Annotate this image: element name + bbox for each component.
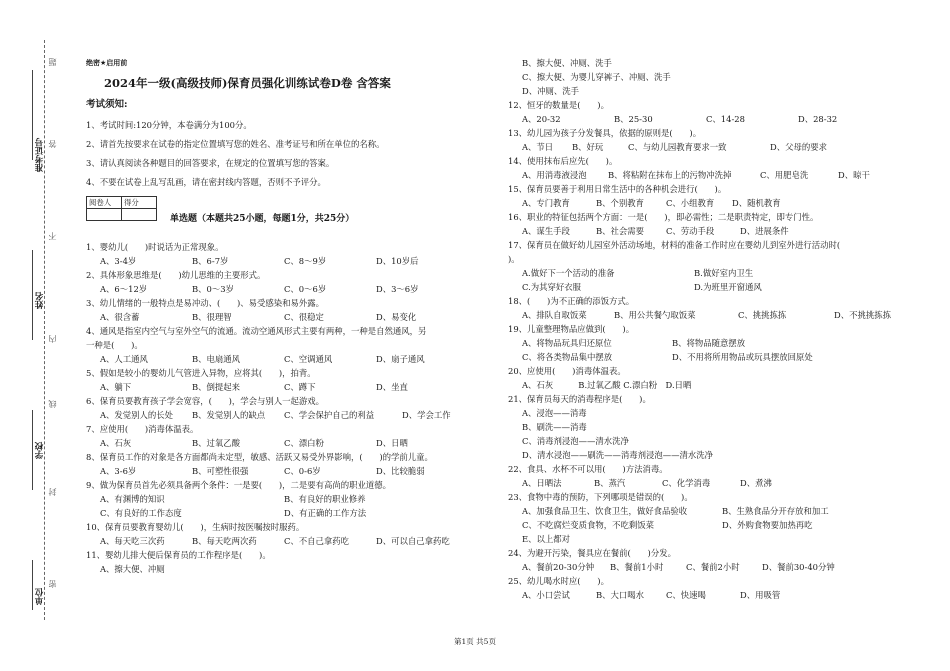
question: 24、为避开污染，餐具应在餐前( )分发。 [508,548,676,558]
question: 11、婴幼儿排大便后保育员的工作程序是( )。 [86,550,271,560]
options [86,312,506,323]
options[interactable]: A、石灰 B.过氧乙酸 C.漂白粉 D.日晒 [522,380,692,390]
option[interactable]: C、将各类物品集中摆放 [522,352,613,362]
option[interactable]: B、倒提起来 [192,382,241,392]
score-block [86,196,506,232]
option[interactable]: C、小组教育 [666,198,715,208]
options [508,114,908,125]
option[interactable]: C.为其穿好衣服 [522,282,582,292]
option[interactable]: C、不吃腐烂变质食物，不吃剩饭菜 [522,520,655,530]
question: 18、( )为不正确的添饭方式。 [508,296,635,306]
options [508,562,908,573]
name-label: 姓名 [35,292,45,309]
seal-mark: 不 [48,232,57,240]
exam-no-label: 准考证号 [35,138,45,172]
option[interactable]: B、大口喝水 [596,590,645,600]
seal-mark: 答 [48,140,57,148]
option[interactable]: D、随机教育 [732,198,781,208]
option[interactable]: A、躺下 [100,382,132,392]
options [86,494,506,505]
option[interactable]: B、有良好的职业修养 [284,494,366,504]
option[interactable]: D、10岁后 [376,256,419,266]
question: 6、保育员要教育孩子学会宽容，( )，学会与别人一起游戏。 [86,396,324,406]
option[interactable]: D、煮沸 [740,478,772,488]
option[interactable]: B、将物品随意摆放 [672,338,746,348]
option[interactable]: D、坐直 [376,382,408,392]
question: 9、做为保育员首先必须具备两个条件：一是要( )，二是要有高尚的职业道德。 [86,480,391,490]
option[interactable]: B.做好室内卫生 [694,268,754,278]
option[interactable]: B、蒸汽 [594,478,626,488]
question: 17、保育员在做好幼儿园室外活动场地，材料的准备工作时应在婴幼儿到室外进行活动时( [508,240,841,250]
option[interactable]: D、清水浸泡——刷洗——消毒剂浸泡——清水洗净 [522,450,713,460]
option[interactable]: B、社会需要 [596,226,645,236]
option[interactable]: C、餐前2小时 [686,562,740,572]
name-line [32,250,33,340]
seal-mark: 封 [48,488,57,496]
question: 25、幼儿喝水时应( )。 [508,576,609,586]
question: 14、使用抹布后应先( )。 [508,156,618,166]
left-column [86,58,506,578]
option[interactable]: C、蹲下 [284,382,316,392]
option[interactable]: A、石灰 [100,438,132,448]
question: 7、应使用( )消毒体温表。 [86,424,199,434]
score-cell-blank[interactable] [87,209,122,221]
question: 22、食具、水杯不可以用( )方法消毒。 [508,464,668,474]
secret-mark: 绝密★启用前 [86,59,128,67]
question: 2、具体形象思维是( )幼儿思维的主要形式。 [86,270,266,280]
page-footer: 第1页 共5页 [454,637,496,646]
option[interactable]: C、14-28 [706,114,745,124]
option[interactable]: A、排队自取饭菜 [522,310,587,320]
option[interactable]: D、用吸管 [740,590,781,600]
question-cont: 一种是( )。 [86,340,143,350]
option[interactable]: A、发觉别人的长处 [100,410,174,420]
question: 1、婴幼儿( )时说话为正常现象。 [86,242,224,252]
question: 10、保育员要教育婴幼儿( )，生病时按医嘱按时服药。 [86,522,305,532]
option[interactable]: D、可以自己拿药吃 [376,536,450,546]
option[interactable]: B、发觉别人的缺点 [192,410,266,420]
question: 8、保育员工作的对象是各方面都尚未定型，敏感、活跃又易受外界影响，( )的学前儿童。 [86,452,433,462]
options [508,520,908,531]
notice-item: 4、不要在试卷上乱写乱画，请在密封线内答题，否则不予评分。 [86,177,326,187]
question: 20、应使用( )消毒体温表。 [508,366,626,376]
options [86,410,506,421]
question: 3、幼儿情绪的一般特点是易冲动、( )、易受感染和易外露。 [86,298,324,308]
options [508,198,908,209]
score-cell-grader: 阅卷人 [87,197,122,209]
options [508,142,908,153]
option[interactable]: C、用肥皂洗 [760,170,809,180]
option[interactable]: A、有渊博的知识 [100,494,165,504]
option[interactable]: C、漂白粉 [284,438,324,448]
option[interactable]: D.为班里开窗通风 [694,282,762,292]
option[interactable]: D、外购食物要加热再吃 [722,520,813,530]
question: 23、食物中毒的预防，下列哪项是错误的( )。 [508,492,693,502]
option[interactable]: A、擦大便、冲厕 [100,564,165,574]
options [86,382,506,393]
option[interactable]: B、很理智 [192,312,232,322]
question: 13、幼儿园为孩子分发餐具，依据的原则是( )。 [508,128,702,138]
question: 16、职业的特征包括两个方面：一是( )，即必需性；二是职责特定，即专门性。 [508,212,819,222]
question: 21、保育员每天的消毒程序是( )。 [508,394,651,404]
seal-mark: 内 [48,335,57,343]
option[interactable]: A、加强食品卫生、饮食卫生，做好食品验收 [522,506,688,516]
option[interactable]: D、28-32 [798,114,838,124]
options [86,354,506,365]
options [508,506,908,517]
option[interactable]: A、用消毒液浸泡 [522,170,587,180]
seal-mark: 题 [48,58,57,66]
options [508,170,908,181]
option[interactable]: B、25-30 [614,114,653,124]
option[interactable]: A、浸泡——消毒 [522,408,587,418]
option[interactable]: D、餐前30-40分钟 [762,562,835,572]
option[interactable]: D、进展条件 [740,226,789,236]
option[interactable]: B、用公共餐勺取饭菜 [614,310,696,320]
option[interactable]: D、不用将所用物品或玩具摆放回原处 [672,352,813,362]
options [508,352,908,363]
option[interactable]: B、擦大便、冲厕、洗手 [522,58,612,68]
option[interactable]: A、日晒法 [522,478,562,488]
exam-title: 2024年一级(高级技师)保育员强化训练试卷D卷 含答案 [104,76,391,90]
option[interactable]: A、3-6岁 [100,466,137,476]
option[interactable]: C、0-6岁 [284,466,321,476]
question: 19、儿童整理物品应做到( )。 [508,324,635,334]
unit-line [32,560,33,610]
options [86,466,506,477]
option[interactable]: B、过氧乙酸 [192,438,241,448]
option[interactable]: A、很含蓄 [100,312,140,322]
unit-label: 单位 [35,588,45,605]
option[interactable]: D、日晒 [376,438,408,448]
option[interactable]: D、易变化 [376,312,417,322]
option[interactable]: B、可塑性很强 [192,466,249,476]
right-column [508,58,908,604]
options [508,590,908,601]
option[interactable]: C、挑挑拣拣 [738,310,787,320]
option[interactable]: D、比较脆弱 [376,466,425,476]
option[interactable]: A、6～12岁 [100,284,148,294]
option[interactable]: C、与幼儿园教育要求一致 [628,142,727,152]
notice-item: 3、请认真阅读各种题目的回答要求，在规定的位置填写您的答案。 [86,158,335,168]
option[interactable]: A、专门教育 [522,198,570,208]
option[interactable]: C、化学消毒 [662,478,711,488]
school-line [32,410,33,490]
option[interactable]: D、晾干 [838,170,870,180]
question: 4、通风是指室内空气与室外空气的流通。流动空通风形式主要有两种，一种是自然通风，另 [86,326,427,336]
score-cell-score: 得分 [122,197,157,209]
option[interactable]: B、个别教育 [596,198,645,208]
option[interactable]: C、有良好的工作态度 [100,508,182,518]
option[interactable]: A、小口尝试 [522,590,570,600]
option[interactable]: C、0～6岁 [284,284,327,294]
exam-no-line [32,70,33,160]
option[interactable]: B、餐前1小时 [610,562,664,572]
options [86,256,506,267]
options [508,282,908,293]
option[interactable]: A、每天吃三次药 [100,536,165,546]
options [86,508,506,519]
option[interactable]: A、人工通风 [100,354,148,364]
seal-mark: 线 [48,400,57,408]
option[interactable]: B、刷洗——消毒 [522,422,587,432]
notice-item: 2、请首先按要求在试卷的指定位置填写您的姓名、准考证号和所在单位的名称。 [86,139,385,149]
option[interactable]: D、冲厕、洗手 [522,86,579,96]
options [508,268,908,279]
options [86,284,506,295]
option[interactable]: A、节日 [522,142,554,152]
option[interactable]: E、以上都对 [522,534,570,544]
option[interactable]: D、有正确的工作方法 [284,508,367,518]
option[interactable]: B、0～3岁 [192,284,234,294]
school-label: 学校 [35,442,45,459]
option[interactable]: B、电扇通风 [192,354,241,364]
options [508,226,908,237]
option[interactable]: D、父母的要求 [770,142,827,152]
notice-item: 1、考试时间:120分钟，本卷满分为100分。 [86,120,252,130]
score-table [86,196,157,221]
option[interactable]: C、学会保护自己的利益 [284,410,375,420]
options [86,536,506,547]
option[interactable]: A、谋生手段 [522,226,570,236]
seal-mark: 密 [48,580,57,588]
option[interactable]: C、很稳定 [284,312,324,322]
option[interactable]: A、20-32 [522,114,561,124]
options [508,310,908,321]
option[interactable]: D、扇子通风 [376,354,425,364]
section-title: 单选题（本题共25小题，每题1分，共25分） [170,214,355,224]
options [508,338,908,349]
notice-heading: 考试须知: [86,99,128,110]
option[interactable]: D、不挑挑拣拣 [834,310,891,320]
option[interactable]: C、劳动手段 [666,226,715,236]
question: 15、保育员要善于利用日常生活中的各种机会进行( )。 [508,184,727,194]
option[interactable]: A.做好下一个活动的准备 [522,268,615,278]
option[interactable]: B、生熟食品分开存放和加工 [722,506,829,516]
options [508,478,908,489]
question: 12、恒牙的数量是( )。 [508,100,609,110]
seal-dashed-line [44,40,45,620]
option[interactable]: C、快速喝 [666,590,706,600]
option[interactable]: A、将物品玩具归还原位 [522,338,612,348]
option[interactable]: D、3～6岁 [376,284,419,294]
score-cell-blank[interactable] [122,209,157,221]
binding-margin [0,0,62,671]
option[interactable]: A、餐前20-30分钟 [522,562,595,572]
option[interactable]: C、空调通风 [284,354,333,364]
question-cont: )。 [508,254,520,264]
option[interactable]: B、6-7岁 [192,256,229,266]
option[interactable]: D、学会工作 [402,410,451,420]
options [86,438,506,449]
option[interactable]: A、3-4岁 [100,256,137,266]
option[interactable]: B、每天吃两次药 [192,536,257,546]
option[interactable]: C、不自己拿药吃 [284,536,350,546]
option[interactable]: B、将粘附在抹布上的污物冲洗掉 [608,170,732,180]
option[interactable]: C、消毒剂浸泡——清水洗净 [522,436,629,446]
option[interactable]: C、擦大便、为婴儿穿裤子、冲厕、洗手 [522,72,671,82]
question: 5、假如是较小的婴幼儿气管进入异物，应将其( )，拍背。 [86,368,316,378]
option[interactable]: B、好玩 [572,142,604,152]
option[interactable]: C、8～9岁 [284,256,327,266]
